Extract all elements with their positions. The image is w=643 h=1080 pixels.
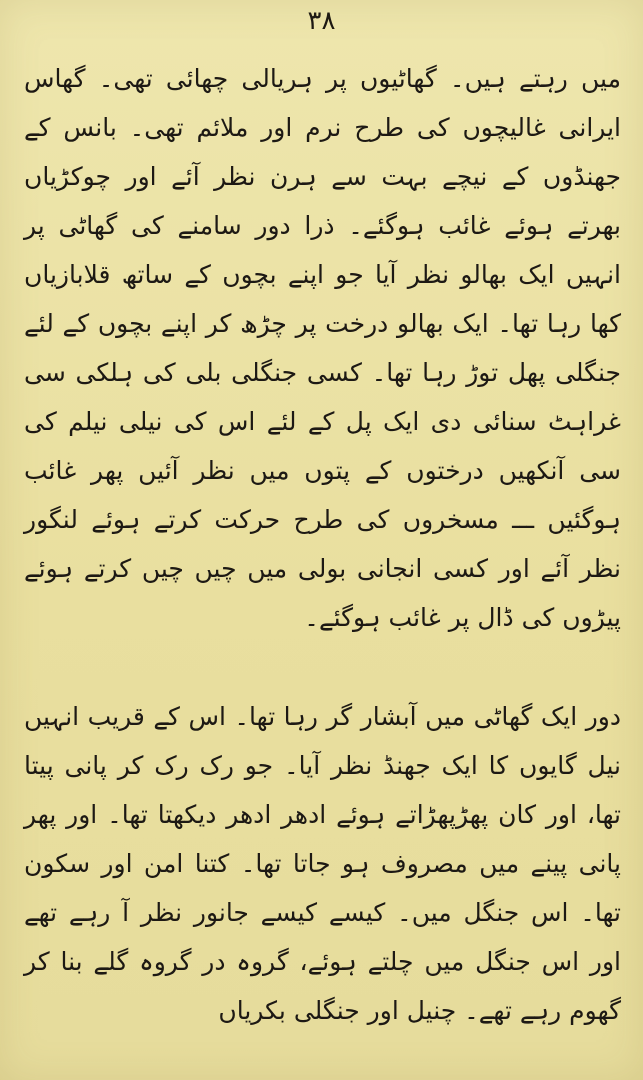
paragraph-text: دور ایک گھاٹی میں آبشار گر رہا تھا۔ اس کے قریب انہیں نیل گایوں کا ایک جھنڈ نظر آیا۔ جو رک رک کر پانی پیتا تھا، اور کان پھڑپھڑاتے ہوئے ادھر ادھر دیکھتا تھا۔ اور پھر پانی پینے میں مصروف ہو جاتا تھا۔ کتنا امن اور سکون تھا۔ اس جنگل میں۔ کیسے کیسے جانور نظر آ رہے تھے اور اس جنگل میں چلتے ہوئے، گروہ در گروہ گلے بنا کر گھوم رہے تھے۔ چنیل اور جنگلی بکریاں bbox=[24, 702, 621, 1025]
paragraph-text: میں رہتے ہیں۔ گھاٹیوں پر ہریالی چھائی تھی۔ گھاس ایرانی غالیچوں کی طرح نرم اور ملائم تھی۔ بانس کے جھنڈوں کے نیچے بہت سے ہرن نظر آئے اور چوکڑیاں بھرتے ہوئے غائب ہوگئے۔ ذرا دور سامنے کی گھاٹی پر انہیں ایک بھالو نظر آیا جو اپنے بچوں کے ساتھ قلابازیاں کھا رہا تھا۔ ایک بھالو درخت پر چڑھ کر اپنے بچوں کے لئے جنگلی پھل توڑ رہا تھا۔ کسی جنگلی بلی کی ہلکی سی غراہٹ سنائی دی ایک پل کے لئے اس کی نیلی نیلم کی سی آنکھیں درختوں کے پتوں میں نظر آئیں پھر غائب ہوگئیں ـــ مسخروں کی طرح حرکت کرتے ہوئے لنگور نظر آئے اور کسی انجانی بولی میں چیں چیں کرتے ہوئے پیڑوں کی ڈال پر غائب ہوگئے۔ bbox=[24, 64, 621, 632]
paragraph-1 bbox=[24, 54, 621, 664]
page-number: ۳۸ bbox=[307, 6, 336, 36]
paragraph-2 bbox=[24, 692, 621, 1066]
